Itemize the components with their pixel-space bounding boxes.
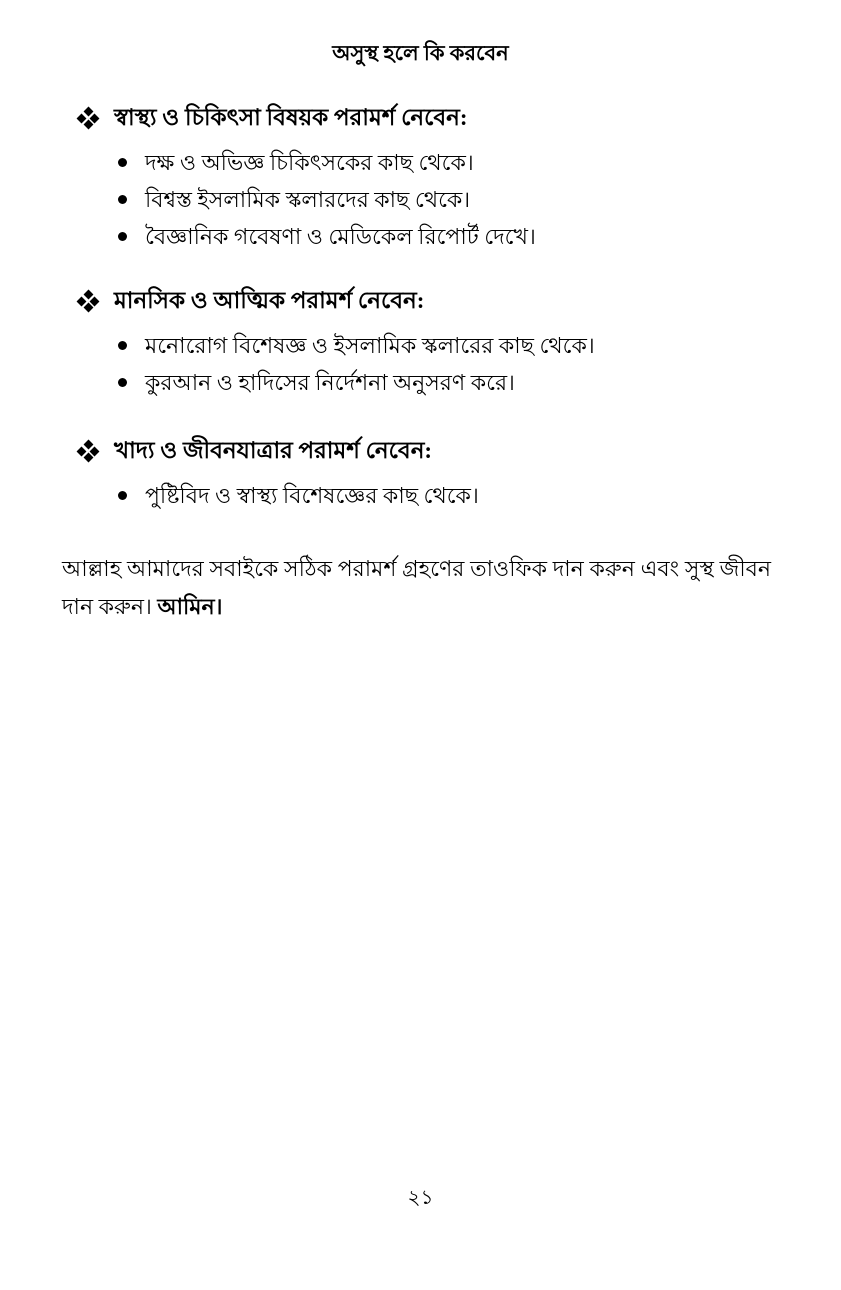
- closing-text: আল্লাহ আমাদের সবাইকে সঠিক পরামর্শ গ্রহণের তাওফিক দান করুন এবং সুস্থ জীবন দান করুন।: [62, 556, 771, 619]
- list-item: [62, 144, 771, 181]
- bullet-list: [62, 327, 771, 401]
- section-heading-text: মানসিক ও আত্মিক পরামর্শ নেবেন:: [114, 288, 425, 313]
- section-heading: [62, 102, 771, 134]
- list-item-text: কুরআন ও হাদিসের নির্দেশনা অনুসরণ করে।: [145, 370, 515, 395]
- bullet-dot-icon: [118, 158, 127, 167]
- bullet-list: [62, 144, 771, 255]
- list-item: [62, 364, 771, 401]
- list-item: [62, 218, 771, 255]
- page-header-title: অসুস্থ হলে কি করবেন: [332, 41, 509, 65]
- list-item-text: বিশ্বস্ত ইসলামিক স্কলারদের কাছ থেকে।: [145, 187, 471, 212]
- list-item: [62, 181, 771, 218]
- diamond-bullet-icon: [78, 108, 98, 128]
- diamond-bullet-icon: [78, 441, 98, 461]
- list-item-text: বৈজ্ঞানিক গবেষণা ও মেডিকেল রিপোর্ট দেখে।: [145, 224, 536, 249]
- section-heading: [62, 435, 771, 467]
- bullet-dot-icon: [118, 232, 127, 241]
- section-food-lifestyle: [62, 435, 771, 514]
- page-number: ২১: [407, 1187, 434, 1209]
- bullet-dot-icon: [118, 195, 127, 204]
- list-item-text: পুষ্টিবিদ ও স্বাস্থ্য বিশেষজ্ঞের কাছ থেকে।: [145, 483, 479, 508]
- section-mental-spiritual: [62, 285, 771, 401]
- list-item-text: দক্ষ ও অভিজ্ঞ চিকিৎসকের কাছ থেকে।: [145, 150, 474, 175]
- bullet-dot-icon: [118, 341, 127, 350]
- closing-paragraph: [62, 550, 771, 626]
- bullet-list: [62, 477, 771, 514]
- bullet-dot-icon: [118, 378, 127, 387]
- list-item-text: মনোরোগ বিশেষজ্ঞ ও ইসলামিক স্কলারের কাছ থেকে।: [145, 333, 595, 358]
- section-heading-text: খাদ্য ও জীবনযাত্রার পরামর্শ নেবেন:: [114, 438, 433, 463]
- list-item: [62, 327, 771, 364]
- bullet-dot-icon: [118, 491, 127, 500]
- list-item: [62, 477, 771, 514]
- diamond-bullet-icon: [78, 291, 98, 311]
- section-heading: [62, 285, 771, 317]
- closing-amen-text: আমিন।: [157, 594, 223, 619]
- section-heading-text: স্বাস্থ্য ও চিকিৎসা বিষয়ক পরামর্শ নেবেন:: [114, 105, 468, 130]
- section-health-medical: [62, 102, 771, 255]
- page-content: [0, 102, 841, 626]
